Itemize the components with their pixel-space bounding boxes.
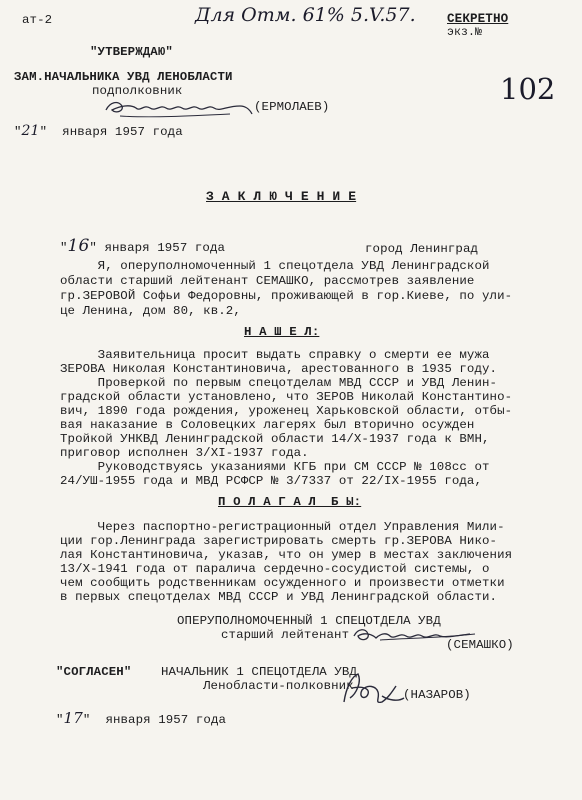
- found-line: вая наказание в Соловецких лагерях был вторично осужден: [60, 418, 475, 432]
- officer-position: ОПЕРУПОЛНОМОЧЕННЫЙ 1 СПЕЦОТДЕЛА УВД: [177, 614, 441, 628]
- approval-date: "21" января 1957 года: [14, 123, 183, 139]
- dateline-day: 16: [67, 236, 90, 256]
- intro-line: области старший лейтенант СЕМАШКО, рассмотрев заявление: [60, 274, 475, 288]
- found-line: градской области установлено, что ЗЕРОВ Николай Константино-: [60, 390, 513, 404]
- handwritten-note: Для Отм. 61% 5.V.57.: [195, 4, 416, 26]
- proposal-line: чем сообщить родственникам осужденного и произвести отметки: [60, 576, 505, 590]
- proposal-heading: П О Л А Г А Л Б Ы:: [218, 495, 362, 509]
- nazarov-signature: [338, 668, 410, 710]
- approval-date-day: 21: [21, 123, 40, 139]
- proposal-line: ции гор.Ленинграда зарегистрировать смерть гр.ЗЕРОВА Нико-: [60, 534, 498, 548]
- secrecy-label: СЕКРЕТНО: [447, 12, 509, 26]
- dateline-date-rest: января 1957 года: [104, 241, 226, 255]
- found-line: Заявительница просит выдать справку о смерти ее мужа: [60, 348, 490, 362]
- copy-number-label: экз.№: [447, 26, 483, 39]
- found-line: вич, 1890 года рождения, уроженец Харьковской области, отбы-: [60, 404, 513, 418]
- found-line: Тройкой УНКВД Ленинградской области 14/Х-1937 года к ВМН,: [60, 432, 490, 446]
- agreement-date-day: 17: [63, 709, 83, 727]
- approval-position: ЗАМ.НАЧАЛЬНИКА УВД ЛЕНОБЛАСТИ: [14, 70, 233, 84]
- proposal-line: в первых спецотделах МВД СССР и УВД Ленинградской области.: [60, 590, 498, 604]
- agreement-name: (НАЗАРОВ): [403, 688, 471, 702]
- form-code: ат-2: [22, 13, 53, 27]
- approval-name: (ЕРМОЛАЕВ): [254, 100, 330, 114]
- agreement-position: НАЧАЛЬНИК 1 СПЕЦОТДЕЛА УВД: [161, 665, 357, 679]
- intro-line: гр.ЗЕРОВОЙ Софьи Федоровны, проживающей в гор.Киеве, по ули-: [60, 289, 513, 303]
- approval-stamp: "УТВЕРЖДАЮ": [90, 45, 173, 59]
- agreement-date-rest: января 1957 года: [105, 713, 227, 727]
- ermolaev-signature: [100, 94, 260, 122]
- agreement-date: "17" января 1957 года: [56, 709, 227, 727]
- officer-rank: старший лейтенант: [221, 628, 350, 642]
- found-line: приговор исполнен 3/ХI-1937 года.: [60, 446, 309, 460]
- proposal-line: лая Константиновича, указав, что он умер в местах заключения: [60, 548, 513, 562]
- agreement-stamp: "СОГЛАСЕН": [56, 665, 132, 679]
- intro-line: Я, оперуполномоченный 1 спецотдела УВД Ленинградской: [60, 259, 490, 273]
- page-number: 102: [500, 72, 556, 106]
- document-title: З А К Л Ю Ч Е Н И Е: [206, 189, 357, 204]
- dateline-date: "16" января 1957 года: [60, 236, 226, 256]
- officer-name: (СЕМАШКО): [446, 638, 514, 652]
- proposal-line: 13/Х-1941 года от паралича сердечно-сосудистой системы, о: [60, 562, 490, 576]
- agreement-rank: Ленобласти-полковник: [203, 679, 354, 693]
- approval-date-rest: января 1957 года: [62, 125, 183, 139]
- found-line: Проверкой по первым спецотделам МВД СССР и УВД Ленин-: [60, 376, 498, 390]
- found-line: Руководствуясь указаниями КГБ при СМ СССР № 108сс от: [60, 460, 490, 474]
- found-line: 24/УШ-1955 года и МВД РСФСР № 3/7337 от 22/IХ-1955 года,: [60, 474, 482, 488]
- intro-line: це Ленина, дом 80, кв.2,: [60, 304, 241, 318]
- found-heading: Н А Ш Е Л:: [244, 325, 320, 339]
- dateline-city: город Ленинград: [365, 242, 479, 256]
- found-line: ЗЕРОВА Николая Константиновича, арестованного в 1935 году.: [60, 362, 498, 376]
- approval-rank: подполковник: [92, 84, 183, 98]
- proposal-line: Через паспортно-регистрационный отдел Управления Мили-: [60, 520, 505, 534]
